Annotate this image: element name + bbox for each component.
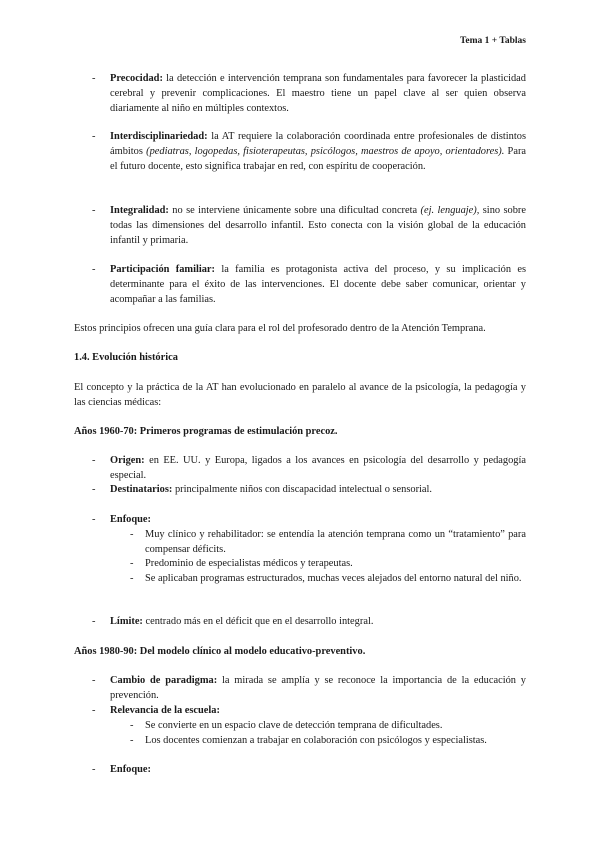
principle-text: no se interviene únicamente sobre una dificultad concreta — [168, 205, 421, 216]
relevancia-subitem: Los docentes comienzan a trabajar en colaboración con psicólogos y especialistas. — [145, 735, 487, 746]
intro-paragraph: El concepto y la práctica de la AT han evolucionado en paralelo al avance de la psicología, la pedagogía y las ciencias médicas: — [74, 382, 526, 409]
item-destinatarios — [110, 482, 526, 497]
item-term: Cambio de paradigma: — [110, 675, 218, 686]
sub-bullet-dash: - — [130, 735, 134, 746]
principle-interdisciplinariedad — [110, 129, 526, 175]
principle-italic: (ej. lenguaje), — [420, 205, 480, 216]
principle-integralidad — [110, 203, 526, 249]
bullet-dash: - — [92, 675, 96, 686]
principle-precocidad — [110, 71, 526, 117]
enfoque-subitem: Muy clínico y rehabilitador: se entendía la atención temprana como un “tratamiento” para compensar déficits. — [145, 529, 526, 556]
item-text: centrado más en el déficit que en el desarrollo integral. — [142, 616, 374, 627]
principle-text: la AT requiere la colaboración coordinada entre profesionales de distintos ámbitos — [110, 131, 526, 158]
sub-bullet-dash: - — [130, 558, 134, 569]
item-term: Origen: — [110, 455, 145, 466]
period-heading-text: Años 1980-90: Del modelo clínico al modelo educativo-preventivo. — [74, 646, 366, 657]
sub-bullet-dash: - — [130, 720, 134, 731]
principle-text: sino sobre todas las dimensiones del desarrollo infantil. Esto conecta con la visión global de la educación infantil y primaria. — [110, 205, 526, 247]
section-heading-text: 1.4. Evolución histórica — [74, 352, 178, 363]
principle-participacion-familiar — [110, 262, 526, 308]
period-heading-1960-70 — [74, 424, 526, 439]
item-term: Relevancia de la escuela: — [110, 705, 220, 716]
principle-italic: (pediatras, logopedas, fisioterapeutas, psicólogos, maestros de apoyo, orientadores). — [146, 146, 505, 158]
bullet-dash: - — [92, 514, 96, 525]
principle-term: Integralidad: — [110, 205, 169, 216]
item-term: Enfoque: — [110, 514, 151, 525]
item-relevancia-escuela — [110, 703, 526, 718]
enfoque-subitem: Se aplicaban programas estructurados, muchas veces alejados del entorno natural del niño. — [145, 573, 522, 584]
sub-bullet-dash: - — [130, 573, 134, 584]
bullet-dash: - — [92, 616, 96, 627]
page-header: Tema 1 + Tablas — [459, 36, 526, 46]
bullet-dash: - — [92, 764, 96, 775]
sub-bullet-dash: - — [130, 529, 134, 540]
principle-term: Precocidad: — [110, 73, 163, 84]
principle-term: Interdisciplinariedad: — [110, 131, 208, 142]
summary-paragraph: Estos principios ofrecen una guía clara para el rol del profesorado dentro de la Atención Temprana. — [74, 323, 486, 334]
item-text: en EE. UU. y Europa, ligados a los avances en psicología del desarrollo y pedagogía especial. — [110, 455, 526, 482]
bullet-dash: - — [92, 131, 96, 142]
item-limite — [110, 614, 526, 629]
principle-text: Para el futuro docente, esto significa trabajar en red, con espíritu de cooperación. — [110, 146, 527, 173]
section-heading — [74, 350, 526, 365]
item-cambio-paradigma — [110, 673, 526, 703]
bullet-dash: - — [92, 264, 96, 275]
item-term: Enfoque: — [110, 764, 151, 775]
bullet-dash: - — [92, 484, 96, 495]
principle-term: Participación familiar: — [110, 264, 216, 275]
bullet-dash: - — [92, 705, 96, 716]
bullet-dash: - — [92, 455, 96, 466]
period-heading-1980-90 — [74, 644, 526, 659]
principle-text: la detección e intervención temprana son fundamentales para favorecer la plasticidad cerebral y prevenir complicaciones. El maestro tiene un papel clave al ser quien observa diariamente al niño en múltiples contextos. — [110, 73, 526, 115]
period-heading-text: Años 1960-70: Primeros programas de estimulación precoz. — [74, 426, 338, 437]
item-text: principalmente niños con discapacidad intelectual o sensorial. — [172, 484, 433, 495]
item-term: Límite: — [110, 616, 143, 627]
bullet-dash: - — [92, 205, 96, 216]
item-text: la mirada se amplía y se reconoce la importancia de la educación y prevención. — [110, 675, 526, 702]
item-enfoque-period2 — [110, 762, 526, 777]
principle-text: la familia es protagonista activa del proceso, y su implicación es determinante para el éxito de las intervenciones. El docente debe saber comunicar, orientar y acompañar a las familias. — [110, 264, 526, 306]
relevancia-subitem: Se convierte en un espacio clave de detección temprana de dificultades. — [145, 720, 443, 731]
bullet-dash: - — [92, 73, 96, 84]
item-origen — [110, 453, 526, 483]
item-enfoque — [110, 512, 526, 527]
item-term: Destinatarios: — [110, 484, 173, 495]
enfoque-subitem: Predominio de especialistas médicos y terapeutas. — [145, 558, 353, 569]
